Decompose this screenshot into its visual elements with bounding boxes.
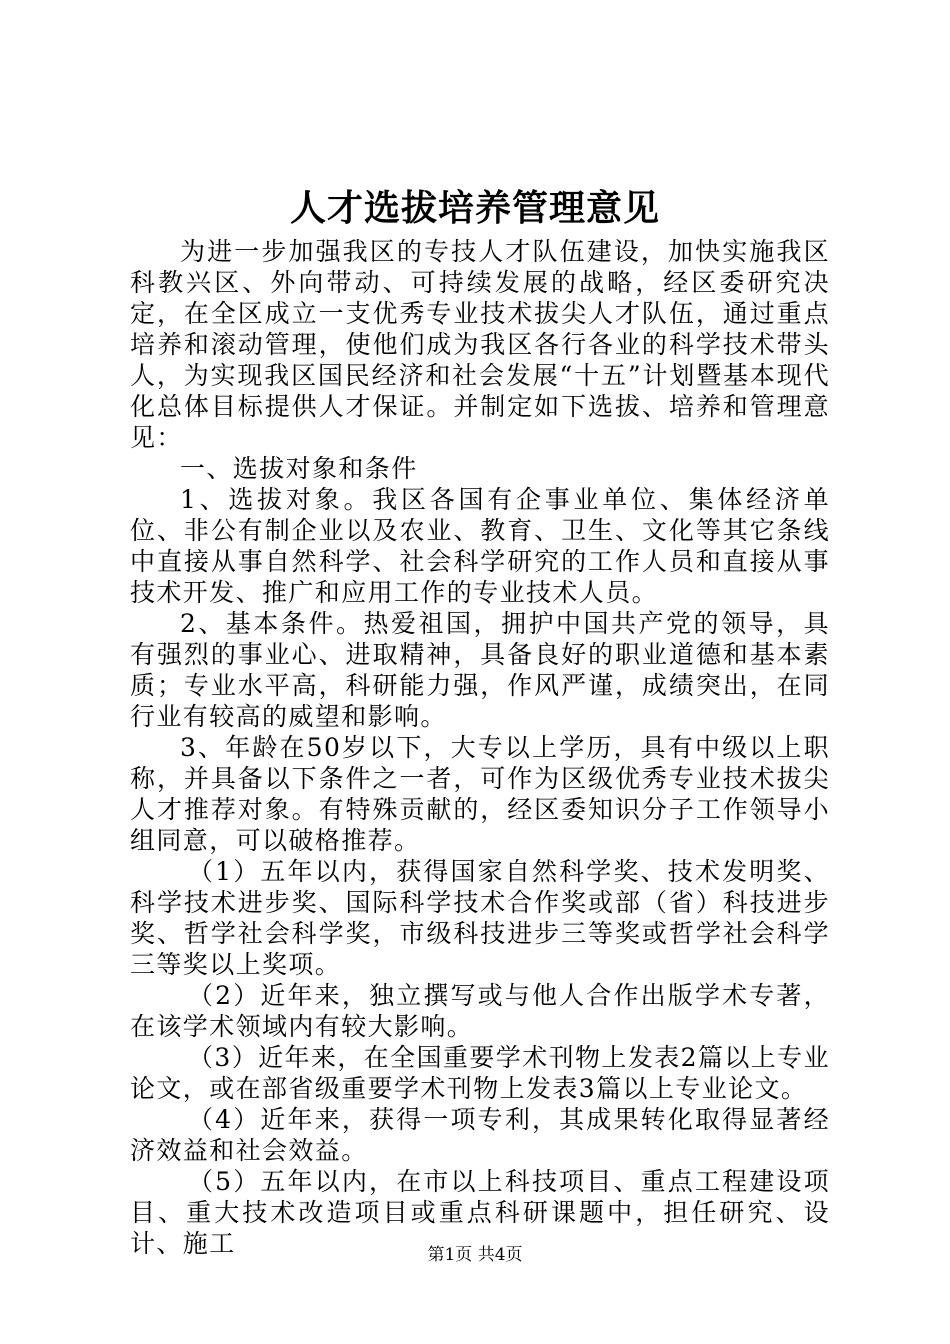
selection-target-paragraph: 1、选拔对象。我区各国有企事业单位、集体经济单位、非公有制企业以及农业、教育、卫生、文化等其它条线中直接从事自然科学、社会科学研究的工作人员和直接从事技术开发、推广和应用工作的专业技术人员。 — [130, 485, 830, 607]
basic-conditions-paragraph: 2、基本条件。热爱祖国，拥护中国共产党的领导，具有强烈的事业心、进取精神，具备良好的职业道德和基本素质；专业水平高，科研能力强，作风严谨，成绩突出，在同行业有较高的威望和影响。 — [130, 609, 830, 731]
condition-item-2: （2）近年来，独立撰写或与他人合作出版学术专著，在该学术领域内有较大影响。 — [130, 981, 830, 1041]
condition-item-3: （3）近年来，在全国重要学术刊物上发表2篇以上专业论文，或在部省级重要学术刊物上发表3篇以上专业论文。 — [130, 1043, 830, 1103]
condition-item-5: （5）五年以内，在市以上科技项目、重点工程建设项目、重大技术改造项目或重点科研课题中，担任研究、设计、施工 — [130, 1167, 830, 1258]
document-title: 人才选拔培养管理意见 — [289, 187, 660, 229]
condition-item-4: （4）近年来，获得一项专利，其成果转化取得显著经济效益和社会效益。 — [130, 1105, 830, 1165]
age-requirement-paragraph: 3、年龄在50岁以下，大专以上学历，具有中级以上职称，并具备以下条件之一者，可作为区级优秀专业技术拔尖人才推荐对象。有特殊贡献的，经区委知识分子工作领导小组同意，可以破格推荐。 — [130, 733, 830, 855]
page-footer: 第1页 共4页 — [427, 1245, 523, 1265]
section-heading: 一、选拔对象和条件 — [180, 454, 418, 483]
intro-paragraph: 为进一步加强我区的专技人才队伍建设，加快实施我区科教兴区、外向带动、可持续发展的战略，经区委研究决定，在全区成立一支优秀专业技术拔尖人才队伍，通过重点培养和滚动管理，使他们成为我区各行各业的科学技术带头人，为实现我区国民经济和社会发展“十五”计划暨基本现代化总体目标提供人才保证。并制定如下选拔、培养和管理意见： — [130, 237, 830, 452]
condition-item-1: （1）五年以内，获得国家自然科学奖、技术发明奖、科学技术进步奖、国际科学技术合作奖或部（省）科技进步奖、哲学社会科学奖，市级科技进步三等奖或哲学社会科学三等奖以上奖项。 — [130, 857, 830, 979]
document-body — [130, 236, 830, 1259]
